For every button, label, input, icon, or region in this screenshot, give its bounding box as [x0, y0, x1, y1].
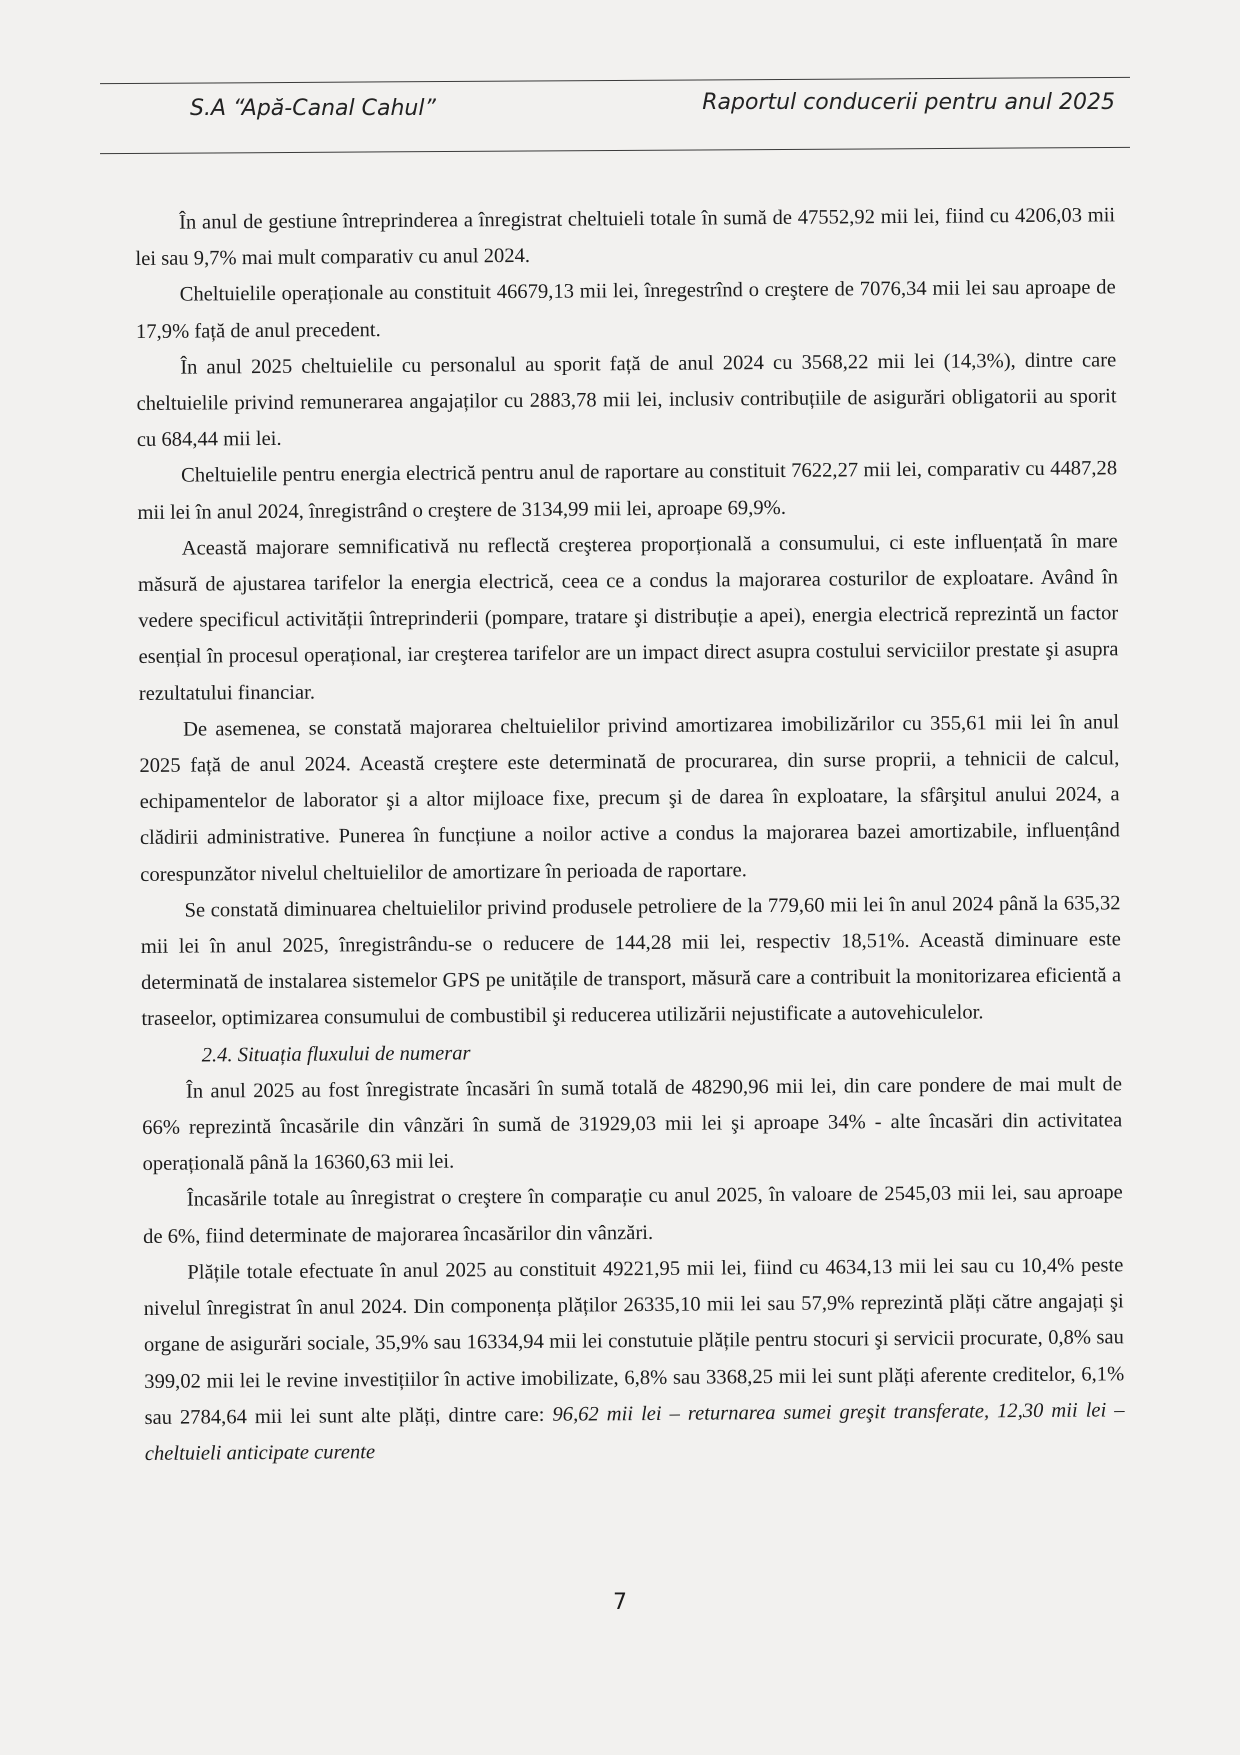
paragraph-receipts-growth: Încasările totale au înregistrat o creştere în comparație cu anul 2025, în valoare de 2545,03 mii lei, sau aproape de 6%, fiind determinate de majorarea încasărilor din vânzări. — [143, 1181, 1123, 1248]
paragraph-operational-expenses: Cheltuielile operaționale au constituit 46679,13 mii lei, înregestrînd o creştere de 7076,34 mii lei sau aproape de 17,9% față de anul precedent. — [135, 276, 1116, 343]
header-bottom-rule — [100, 147, 1130, 154]
section-title-cash-flow: 2.4. Situația fluxului de numerar — [201, 1042, 471, 1067]
paragraph-personnel-expenses: În anul 2025 cheltuielile cu personalul au sporit față de anul 2024 cu 3568,22 mii lei (14,3%), dintre care cheltuielile privind remunerarea angajaților cu 2883,78 mii lei, inclusiv contribuțiile de asigurări obligatorii au sporit cu 684,44 mii lei. — [136, 349, 1117, 452]
paragraph-electricity-expenses: Cheltuielile pentru energia electrică pentru anul de raportare au constituit 7622,27 mii lei, comparativ cu 4487,28 mii lei în anul 2024, înregistrând o creştere de 3134,99 mii lei, aproape 69,9%. — [137, 457, 1118, 524]
page-number: 7 — [613, 1590, 627, 1615]
header-report-title: Raportul conducerii pentru anul 2025 — [702, 90, 1115, 115]
header-top-rule — [100, 77, 1130, 84]
payments-text: Plățile totale efectuate în anul 2025 au constituit 49221,95 mii lei, fiind cu 4634,13 mii lei sau cu 10,4% peste nivelul înregistrat în anul 2024. Din componența plăților 26335,10 mii lei sau 57,9% reprezintă plăți către angajați şi organe de asigurări sociale, 35,9% sau 16334,94 mii lei constutuie plățile pentru stocuri şi servicii procurate, 0,8% sau 399,02 mii lei le revine investițiilor în active imobilizate, 6,8% sau 3368,25 mii lei sunt plăți aferente creditelor, 6,1% sau 2784,64 mii lei sunt alte plăți, dintre care: — [143, 1254, 1125, 1429]
paragraph-cash-receipts: În anul 2025 au fost înregistrate încasări în sumă totală de 48290,96 mii lei, din care pondere de mai mult de 66% reprezintă încasările din vânzări în sumă de 31929,03 mii lei şi aproape 34% - alte încasări din activitatea operațională până la 16360,63 mii lei. — [142, 1073, 1123, 1176]
paragraph-electricity-tariffs: Această majorare semnificativă nu reflectă creşterea proporțională a consumului, ci este influențată în mare măsură de ajustarea tarifelor la energia electrică, ceea ce a condus la majorarea costurilor de exploatare. Având în vedere specificul activității întreprinderii (pompare, tratare şi distribuție a apei), energia electrică reprezintă un factor esențial în procesul operațional, iar creşterea tarifelor are un impact direct asupra costului serviciilor prestate şi asupra rezultatului financiar. — [137, 530, 1119, 705]
page-body — [135, 197, 1125, 1472]
payments-italic-text: 96,62 mii lei – returnarea sumei greşit transferate, 12,30 mii lei – cheltuieli anticipate curente — [144, 1398, 1125, 1465]
paragraph-depreciation: De asemenea, se constată majorarea cheltuielilor privind amortizarea imobilizărilor cu 355,61 mii lei în anul 2025 față de anul 2024. Această creştere este determinată de procurarea, din surse proprii, a tehnicii de calcul, echipamentelor de laborator şi a altor mijloace fixe, precum şi de darea în exploatare, la sfârşitul anului 2024, a clădirii administrative. Punerea în funcțiune a noilor active a condus la majorarea bazei amortizabile, influențând corespunzător nivelul cheltuielilor de amortizare în perioada de raportare. — [139, 711, 1121, 886]
paragraph-petroleum-products: Se constată diminuarea cheltuielilor privind produsele petroliere de la 779,60 mii lei în anul 2024 până la 635,32 mii lei în anul 2025, înregistrându-se o reducere de 144,28 mii lei, respectiv 18,51%. Această diminuare este determinată de instalarea sistemelor GPS pe unitățile de transport, măsură care a contribuit la monitorizarea eficientă a traseelor, optimizarea consumului de combustibil şi reducerea utilizării nejustificate a autovehiculelor. — [140, 892, 1122, 1031]
paragraph-total-payments — [143, 1247, 1125, 1472]
header-company-name: S.A “Apă-Canal Cahul” — [190, 96, 436, 121]
paragraph-total-expenses: În anul de gestiune întreprinderea a înregistrat cheltuieli totale în sumă de 47552,92 mii lei, fiind cu 4206,03 mii lei sau 9,7% mai mult comparativ cu anul 2024. — [135, 204, 1116, 271]
